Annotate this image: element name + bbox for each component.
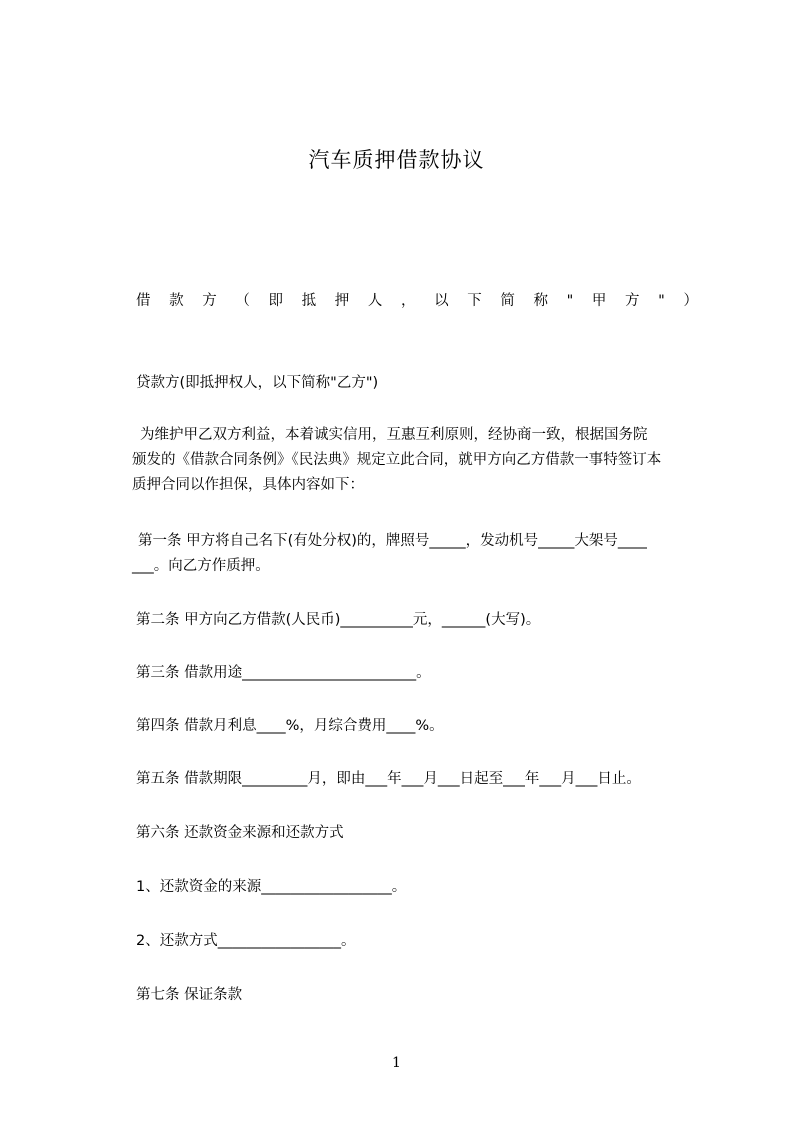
borrower-line <box>136 289 706 313</box>
lender-line: 贷款方(即抵押权人，以下简称"乙方") <box>136 375 379 391</box>
article-1-line-2: ___。向乙方作质押。 <box>132 558 270 574</box>
article-6-item-2: 2、还款方式_________________。 <box>136 933 356 949</box>
article-3: 第三条 借款用途________________________。 <box>136 665 431 681</box>
borrower-char: 方 <box>202 293 217 309</box>
article-4: 第四条 借款月利息____%，月综合费用____%。 <box>136 718 444 734</box>
borrower-char: ， <box>401 293 416 309</box>
borrower-char: 借 <box>136 293 151 309</box>
borrower-char: " <box>566 293 574 309</box>
borrower-char: ） <box>683 293 698 309</box>
borrower-char: 人 <box>367 293 383 309</box>
borrower-text <box>136 289 698 313</box>
article-6: 第六条 还款资金来源和还款方式 <box>136 825 344 841</box>
borrower-char: 押 <box>334 293 350 309</box>
article-1 <box>132 529 704 579</box>
borrower-char: 以 <box>434 293 449 309</box>
borrower-char: " <box>658 293 665 309</box>
preamble-line-2: 颁发的《借款合同条例》《民法典》规定立此合同，就甲方向乙方借款一事特签订本 <box>132 452 662 468</box>
article-7: 第七条 保证条款 <box>136 987 243 1003</box>
borrower-char: 款 <box>169 293 184 309</box>
borrower-char: （ <box>235 293 250 309</box>
page-number: 1 <box>392 1055 401 1071</box>
borrower-char: 简 <box>500 293 515 309</box>
borrower-char: 即 <box>268 293 283 309</box>
preamble-line-3: 质押合同以作担保，具体内容如下： <box>132 477 364 493</box>
article-1-line-1: 第一条 甲方将自己名下(有处分权)的，牌照号_____，发动机号_____大架号____ <box>138 533 647 549</box>
borrower-char: 称 <box>533 293 548 309</box>
article-5: 第五条 借款期限_________月，即由___年___月___日起至___年___月___日止。 <box>136 771 641 787</box>
article-6-item-1: 1、还款资金的来源__________________。 <box>136 879 407 895</box>
borrower-char: 抵 <box>301 293 317 309</box>
borrower-char: 下 <box>467 293 482 309</box>
borrower-char: 方 <box>625 293 640 309</box>
document-title: 汽车质押借款协议 <box>308 148 485 172</box>
article-2: 第二条 甲方向乙方借款(人民币)__________元，______(大写)。 <box>136 612 541 628</box>
preamble-paragraph <box>132 423 704 498</box>
preamble-line-1: 为维护甲乙双方利益，本着诚实信用，互惠互利原则，经协商一致，根据国务院 <box>140 427 648 443</box>
borrower-char: 甲 <box>591 293 607 309</box>
